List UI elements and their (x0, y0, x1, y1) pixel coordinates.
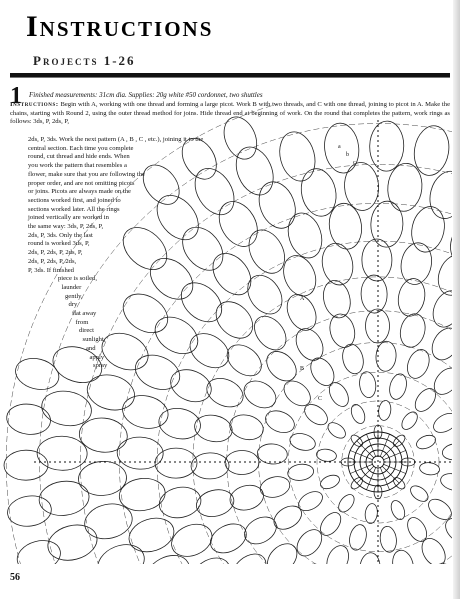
page-number: 56 (10, 572, 20, 583)
lace-ring (389, 498, 408, 521)
instructions-column-line: spray (93, 362, 108, 370)
lace-ring (336, 492, 358, 515)
center-spoke (367, 434, 376, 456)
lace-ring (349, 402, 368, 425)
instructions-column-line: P, 3ds. If finished (28, 266, 74, 274)
instructions-column-line: the same way: 3ds, P, 2ds, P, (28, 223, 104, 230)
instructions-column-line: 2ds, P, 2ds, P, 2ds, (28, 257, 77, 265)
instructions-column-line: flat away (72, 310, 97, 317)
instructions-column-line: round, cut thread and hide ends. When (28, 153, 130, 161)
lace-ring (289, 592, 328, 599)
lace-ring (318, 473, 341, 492)
lace-ring (306, 354, 339, 390)
lace-chain (80, 164, 460, 599)
lace-ring (142, 250, 200, 307)
center-spoke (357, 466, 374, 483)
lace-ring (211, 580, 262, 599)
diagram-section-label: b (346, 152, 349, 158)
instructions-column-line: apply (89, 353, 105, 361)
instructions-column-line: gently, (65, 292, 83, 300)
center-spoke (380, 468, 389, 490)
lace-ring (283, 209, 328, 263)
lace-ring (292, 559, 330, 599)
lace-ring (125, 513, 179, 558)
lace-ring (262, 407, 297, 437)
lace-ring (117, 436, 164, 470)
lace-ring (254, 573, 298, 599)
instructions-column-line: joined vertically are worked in (28, 214, 109, 222)
lace-ring (403, 346, 433, 381)
lace-ring (227, 411, 266, 443)
lace-ring (316, 448, 337, 462)
lace-ring (166, 364, 216, 408)
lace-ring (185, 551, 237, 599)
lace-ring (279, 376, 315, 411)
center-spoke (350, 451, 372, 460)
lace-ring (218, 112, 263, 164)
lace-ring (242, 224, 292, 280)
instructions-column-line: sunlight, (82, 336, 106, 344)
lace-ring (411, 385, 440, 415)
instructions-column-line: direct (79, 327, 95, 335)
lace-ring (408, 483, 431, 505)
lace-ring (37, 436, 88, 471)
lace-ring (194, 486, 237, 521)
lace-ring (57, 560, 116, 599)
lace-ring (202, 373, 247, 412)
lace-ring (115, 219, 175, 278)
instructions-line: with two threads, and C with one thread, joining to picot in A. Make the chains, starting with (10, 101, 450, 117)
lace-ring (419, 461, 440, 475)
instructions-column-line: 2ds, P, 3ds. Only the last (28, 231, 93, 239)
instructions-column-line: proper order, and are not omitting picots (28, 179, 135, 187)
lace-ring (379, 525, 398, 553)
lace-ring (287, 463, 315, 482)
lace-ring (362, 239, 392, 281)
lace-ring (93, 538, 150, 587)
instructions-column-line: or joins. Picots are always made on the (28, 188, 131, 196)
lace-ring (327, 574, 359, 599)
page-title: Instructions (26, 10, 214, 43)
lace-ring (155, 448, 197, 478)
lace-ring (81, 500, 135, 544)
lace-ring (4, 450, 48, 480)
lace-ring (270, 501, 306, 534)
instructions-column-line: sections worked later. All the rings (28, 205, 120, 213)
lace-ring (316, 509, 345, 539)
center-spoke (350, 464, 372, 473)
lace-ring (12, 354, 62, 394)
lace-ring (253, 177, 302, 234)
instructions-column-line: sections worked first, and joined to (28, 196, 121, 204)
lace-ring (14, 536, 64, 577)
instructions-column-line: 2ds, P, 2ds, P, 2ds, P, (28, 249, 83, 257)
lace-ring (206, 518, 252, 558)
instructions-column-line: from (75, 318, 89, 326)
lace-ring (414, 433, 437, 452)
instructions-column-line: central section. Each time you complete (28, 144, 134, 152)
lace-ring (364, 503, 378, 524)
instructions-column-line: and (86, 344, 96, 352)
center-spoke (380, 434, 389, 456)
lace-ring (174, 275, 230, 330)
instructions-label: Instructions: (10, 101, 59, 108)
center-spoke (367, 468, 376, 490)
lace-ring (404, 514, 431, 545)
lace-ring (320, 278, 355, 321)
lace-ring (116, 286, 175, 340)
lace-ring (229, 141, 280, 200)
lace-ring (411, 123, 453, 178)
lace-ring (347, 523, 369, 552)
lace-ring (239, 376, 280, 414)
lace-ring (295, 488, 326, 515)
lace-ring (140, 548, 196, 598)
lace-ring (28, 577, 80, 599)
diagram-section-label: c (353, 160, 356, 166)
project-number: 1 (10, 83, 22, 109)
diagram-section-label: a (338, 144, 341, 150)
lace-ring (211, 195, 265, 254)
instructions-column-line: you work the pattern that resembles a (28, 162, 127, 170)
instructions-column-line: launder (61, 283, 82, 291)
lace-ring (83, 370, 138, 415)
diagram-section-label: A (300, 296, 305, 302)
instructions-column-line: flower, make sure that you are following the (28, 170, 145, 178)
lace-ring (358, 371, 377, 399)
lace-ring (369, 121, 404, 172)
lace-ring (387, 372, 409, 401)
lace-ring (301, 400, 331, 429)
lace-ring (325, 379, 352, 410)
lace-ring (174, 219, 231, 278)
lace-ring (136, 158, 187, 211)
lace-ring (398, 574, 430, 599)
lace-ring (366, 581, 390, 599)
instructions-line: the round that completes the pattern, work rings as follows: 3ds, P, 2ds, P, (10, 109, 450, 126)
lace-ring (5, 402, 52, 437)
lace-ring (248, 310, 292, 356)
lace-ring (262, 538, 303, 579)
lace-ring (370, 201, 404, 248)
lace-ring (297, 165, 341, 219)
lace-ring (288, 431, 317, 453)
lace-ring (397, 311, 429, 350)
diagram-section-label: B (300, 366, 305, 372)
lace-ring (162, 581, 218, 599)
center-spoke (357, 441, 374, 458)
instructions-column-line: piece is soiled, (58, 275, 98, 283)
lace-ring (275, 128, 321, 185)
lace-ring (323, 542, 353, 577)
center-spoke (384, 451, 406, 460)
lace-ring (261, 346, 305, 387)
lace-ring (399, 409, 421, 432)
lace-ring (226, 548, 272, 592)
lace-ring (377, 400, 391, 421)
center-spoke (382, 441, 399, 458)
instructions-column-line: round is worked 3ds, P, (28, 240, 90, 248)
lace-ring (390, 548, 417, 582)
lace-ring (322, 121, 362, 175)
project-measurements: Finished measurements: 31cm dia. Supplies: 20g white #50 cordonnet, two shuttles (29, 91, 263, 99)
center-spoke (382, 466, 399, 483)
center-spoke (384, 464, 406, 473)
book-spine-shadow (453, 0, 460, 599)
lace-ring (417, 534, 450, 570)
instructions-column-line: 2ds, P, 3ds. Work the next pattern (A , B , C , etc.), joining it to the (28, 136, 204, 143)
page-subtitle: Projects 1-26 (33, 53, 136, 68)
instructions-line: Round 2, using the outer thread method for joins. Hide thread end at beginning of work. On (65, 109, 313, 117)
lace-ring (325, 420, 348, 442)
diagram-section-label: C (318, 396, 323, 402)
lace-chain (119, 203, 460, 599)
lace-ring (292, 525, 327, 561)
lace-ring (39, 387, 94, 429)
lace-ring (37, 479, 91, 519)
instructions-line: Begin with A, working with one thread and forming a large picot. Work B (60, 101, 257, 108)
lace-ring (257, 443, 288, 465)
lace-ring (111, 575, 170, 599)
instructions-column-line: dry (68, 301, 78, 309)
lace-ring (425, 495, 455, 524)
